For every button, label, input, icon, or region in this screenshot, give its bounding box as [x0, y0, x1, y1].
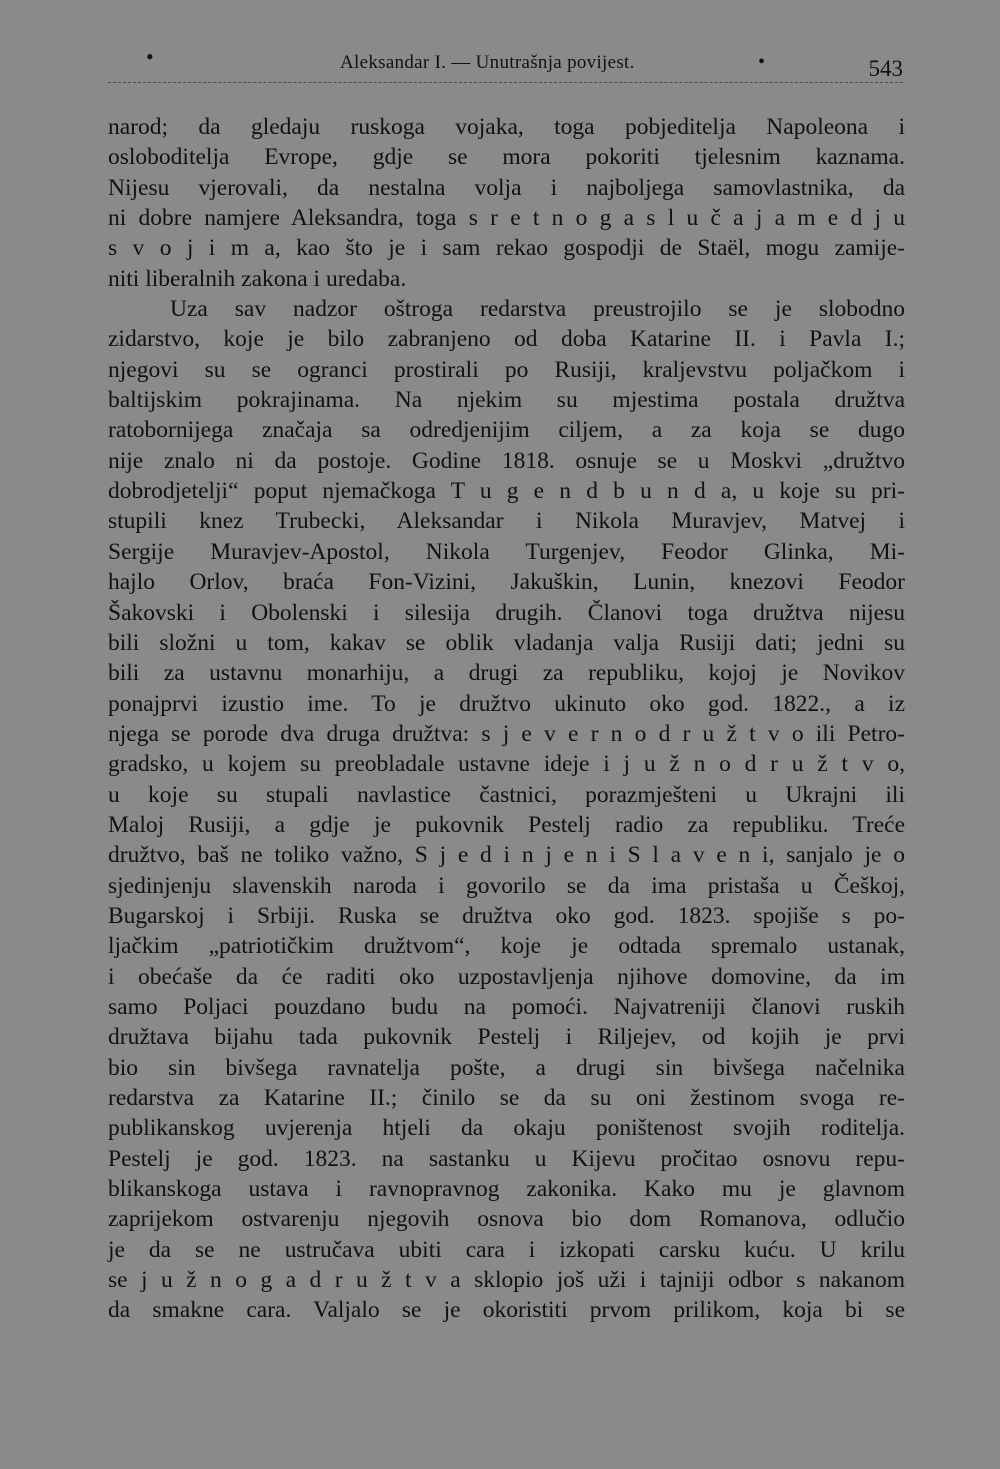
text-line: hajlo Orlov, braća Fon-Vizini, Jakuškin, Lunin, knezovi Feodor	[108, 569, 905, 596]
text-line: redarstva za Katarine II.; činilo se da su oni žestinom svoga re-	[108, 1085, 905, 1111]
text-line: Maloj Rusiji, a gdje je pukovnik Pestelj radio za republiku. Treće	[108, 811, 905, 838]
text-line: bio sin bivšega ravnatelja pošte, a drugi sin bivšega načelnika	[108, 1054, 905, 1081]
text-line: ni dobre namjere Aleksandra, toga s r e t n o g a s l u č a j a m e d j u	[108, 205, 905, 232]
text-line: gradsko, u kojem su preobladale ustavne ideje i j u ž n o d r u ž t v o,	[108, 751, 905, 778]
text-line: Pestelj je god. 1823. na sastanku u Kijevu pročitao osnovu repu-	[108, 1145, 905, 1172]
text-line: nije znalo ni da postoje. Godine 1818. osnuje se u Moskvi „družtvo	[108, 447, 905, 474]
text-line: družtava bijahu tada pukovnik Pestelj i Riljejev, od kojih je prvi	[108, 1024, 905, 1051]
text-line: ljačkim „patriotičkim družtvom“, koje je odtada spremalo ustanak,	[108, 933, 905, 960]
text-line: zidarstvo, koje je bilo zabranjeno od doba Katarine II. i Pavla I.;	[108, 326, 905, 353]
text-line: bili za ustavnu monarhiju, a drugi za republiku, kojoj je Novikov	[108, 660, 905, 687]
text-line: blikanskoga ustava i ravnopravnog zakonika. Kako mu je glavnom	[108, 1176, 905, 1203]
page-header	[108, 44, 903, 84]
text-line: da smakne cara. Valjalo se je okoristiti prvom prilikom, koja bi se	[108, 1297, 905, 1324]
text-line: njegovi su se ogranci prostirali po Rusiji, kraljevstvu poljačkom i	[108, 356, 905, 383]
text-line: Uza sav nadzor oštroga redarstva preustrojilo se je slobodno	[170, 296, 905, 323]
text-line: Sergije Muravjev-Apostol, Nikola Turgenjev, Feodor Glinka, Mi-	[108, 538, 905, 565]
text-line: ponajprvi izustio ime. To je družtvo ukinuto oko god. 1822., a iz	[108, 690, 905, 717]
body-text	[108, 112, 905, 1326]
text-line: dobrodjetelji“ poput njemačkoga T u g e n d b u n d a, u koje su pri-	[108, 478, 905, 505]
text-line: družtvo, baš ne toliko važno, S j e d i n j e n i S l a v e n i, sanjalo je o	[108, 842, 905, 869]
text-line: njega se porode dva druga družtva: s j e v e r n o d r u ž t v o ili Petro-	[108, 720, 905, 747]
text-line: je da se ne ustručava ubiti cara i izkopati carsku kuću. U krilu	[108, 1236, 905, 1263]
text-line: sjedinjenju slavenskih naroda i govorilo se da ima pristaša u Češkoj,	[108, 872, 905, 899]
text-line: niti liberalnih zakona i uredaba.	[108, 265, 407, 292]
text-line: u koje su stupali navlastice častnici, porazmješteni u Ukrajni ili	[108, 781, 905, 808]
text-line: i obećaše da će raditi oko uzpostavljenja njihove domovine, da im	[108, 963, 905, 990]
header-bullet-left: •	[146, 44, 154, 69]
header-rule	[108, 82, 903, 83]
text-line: se j u ž n o g a d r u ž t v a sklopio još uži i tajniji odbor s nakanom	[108, 1267, 905, 1294]
text-line: bili složni u tom, kakav se oblik vladanja valja Rusiji dati; jedni su	[108, 629, 905, 656]
text-line: publikanskog uvjerenja htjeli da okaju poništenost svojih roditelja.	[108, 1115, 905, 1142]
running-title: Aleksandar I. — Unutrašnja povijest.	[340, 52, 635, 73]
text-line: osloboditelja Evrope, gdje se mora pokoriti tjelesnim kaznama.	[108, 144, 905, 171]
text-line: narod; da gledaju ruskoga vojaka, toga pobjeditelja Napoleona i	[108, 114, 905, 140]
text-line: ratobornijega značaja sa odredjenijim ciljem, a za koja se dugo	[108, 417, 905, 444]
text-line: Šakovski i Obolenski i silesija drugih. Članovi toga družtva nijesu	[108, 599, 905, 626]
text-line: Nijesu vjerovali, da nestalna volja i najboljega samovlastnika, da	[108, 174, 905, 201]
header-bullet-right: •	[758, 51, 766, 73]
text-line: zaprijekom ostvarenju njegovih osnova bio dom Romanova, odlučio	[108, 1206, 905, 1233]
text-line: s v o j i m a, kao što je i sam rekao gospodji de Staël, mogu zamije-	[108, 235, 905, 262]
text-line: stupili knez Trubecki, Aleksandar i Nikola Muravjev, Matvej i	[108, 508, 905, 535]
text-line: baltijskim pokrajinama. Na njekim su mjestima postala družtva	[108, 387, 905, 414]
page-number: 543	[868, 56, 903, 81]
text-line: Bugarskoj i Srbiji. Ruska se družtva oko god. 1823. spojiše s po-	[108, 902, 905, 929]
text-line: samo Poljaci pouzdano budu na pomoći. Najvatreniji članovi ruskih	[108, 993, 905, 1020]
